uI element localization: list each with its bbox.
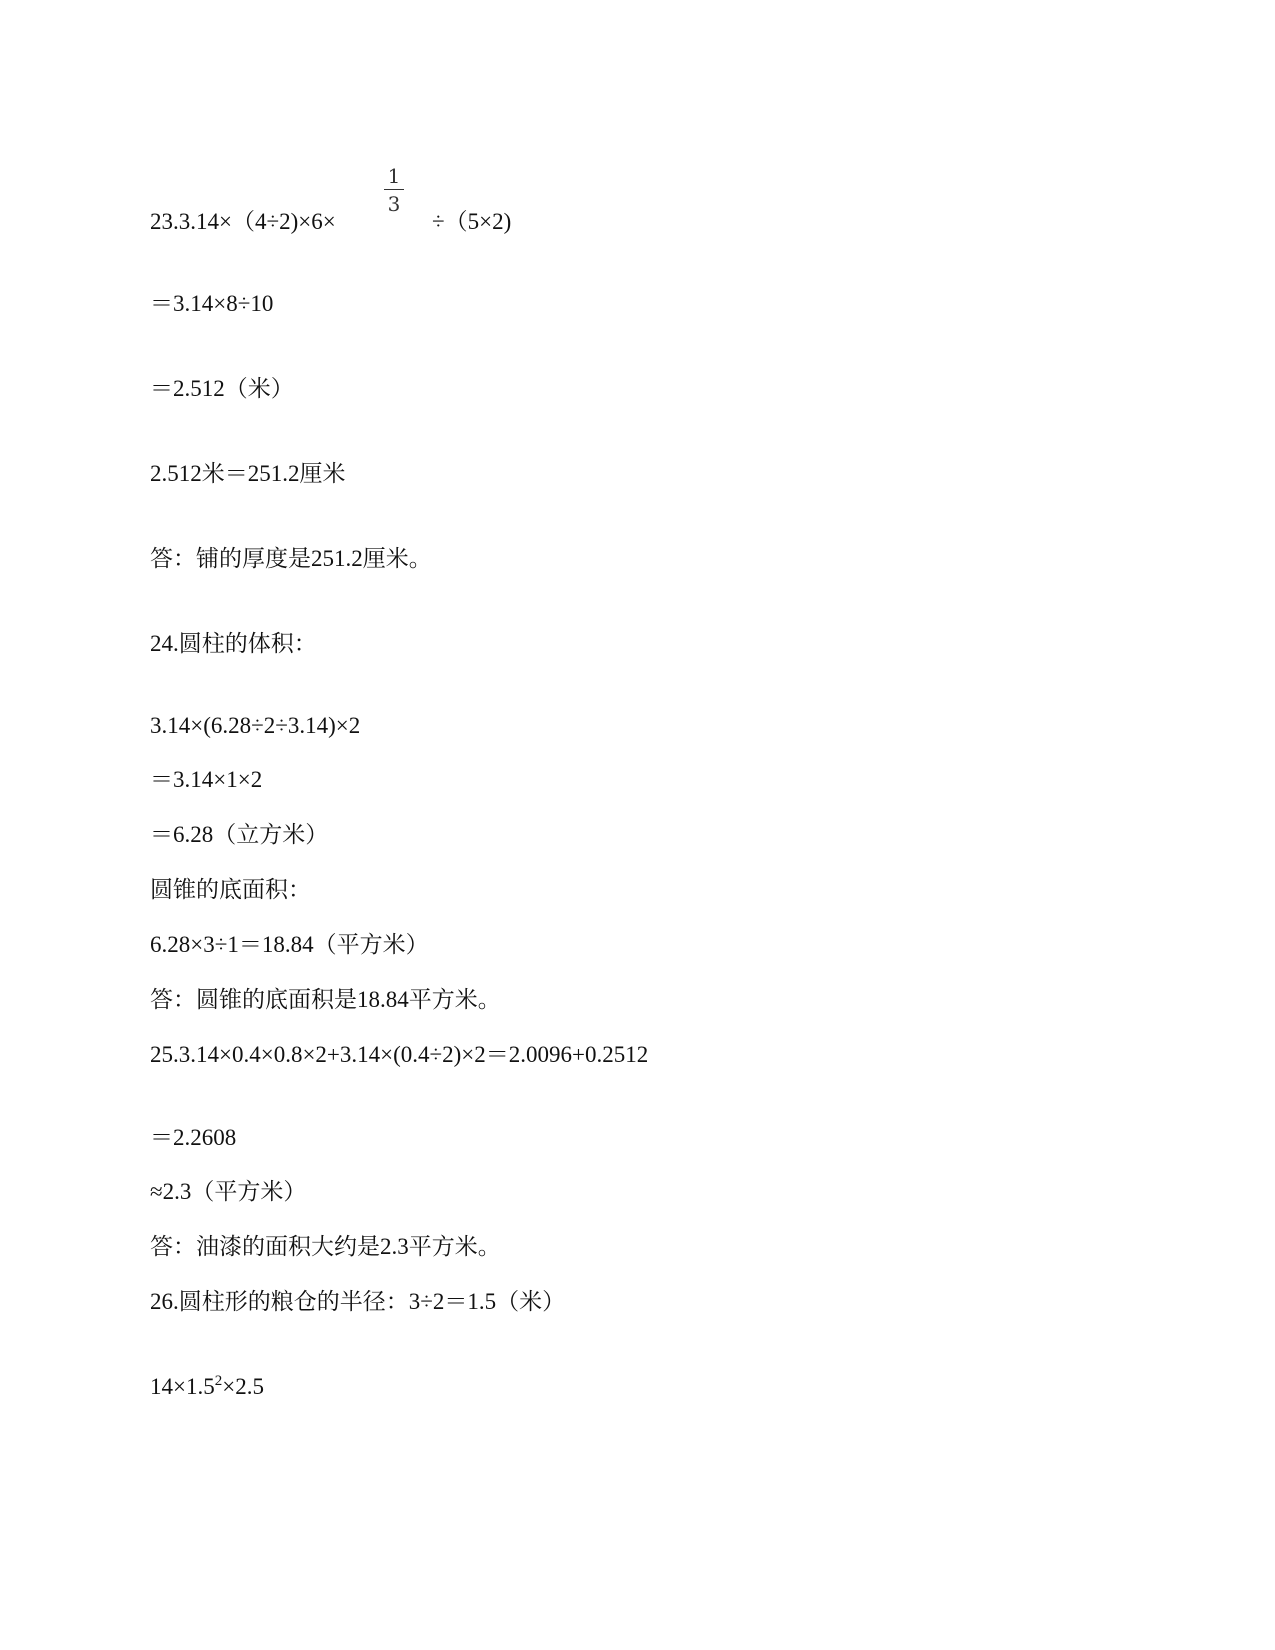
problem-23-expr-start: 23.3.14×（4÷2)×6×	[150, 209, 336, 234]
problem-25-line-1: 25.3.14×0.4×0.8×2+3.14×(0.4÷2)×2＝2.0096+0.2512	[150, 1042, 649, 1067]
problem-25-line-2: ＝2.2608	[150, 1125, 237, 1150]
problem-23-answer: 答：铺的厚度是251.2厘米。	[150, 546, 432, 571]
problem-24-answer: 答：圆锥的底面积是18.84平方米。	[150, 987, 501, 1012]
problem-26-line-2	[150, 1373, 264, 1401]
problem-23-line-2: ＝3.14×8÷10	[150, 291, 274, 316]
problem-26-expr-rest: ×2.5	[222, 1374, 264, 1399]
fraction-bar	[384, 189, 404, 190]
problem-24-line-4: 圆锥的底面积：	[150, 877, 311, 902]
problem-23-expr-end: ÷（5×2)	[432, 209, 512, 234]
problem-25-answer: 答：油漆的面积大约是2.3平方米。	[150, 1234, 501, 1259]
problem-24-line-5: 6.28×3÷1＝18.84（平方米）	[150, 932, 429, 957]
problem-26-expr-base: 14×1.5	[150, 1374, 215, 1399]
problem-25-line-3: ≈2.3（平方米）	[150, 1179, 307, 1204]
problem-23-line-4: 2.512米＝251.2厘米	[150, 461, 346, 486]
problem-24-line-3: ＝6.28（立方米）	[150, 822, 329, 847]
fraction-denominator: 3	[387, 192, 401, 216]
fraction-one-third	[384, 165, 404, 215]
problem-23-line-1	[150, 208, 336, 236]
fraction-numerator: 1	[387, 164, 401, 188]
problem-23-expr-end-wrap	[432, 208, 511, 236]
problem-24-line-2: ＝3.14×1×2	[150, 767, 263, 792]
problem-26-line-1: 26.圆柱形的粮仓的半径：3÷2＝1.5（米）	[150, 1289, 566, 1314]
problem-23-line-3: ＝2.512（米）	[150, 376, 294, 401]
problem-24-line-1: 3.14×(6.28÷2÷3.14)×2	[150, 713, 361, 738]
problem-24-heading: 24.圆柱的体积：	[150, 631, 317, 656]
exponent: 2	[214, 1373, 223, 1389]
